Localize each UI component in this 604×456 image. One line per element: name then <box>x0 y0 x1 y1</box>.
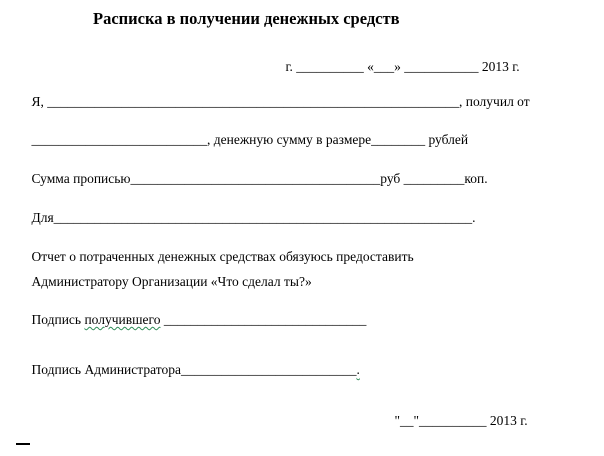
purpose-blank[interactable]: ______________________________________________________________ <box>53 210 473 225</box>
amount-text: , денежную сумму в размере________ рублей <box>207 132 469 147</box>
document-title: Расписка в получении денежных средств <box>93 9 400 28</box>
recipient-suffix: , получил от <box>459 94 530 109</box>
admin-signature-blank[interactable]: __________________________ <box>180 362 357 377</box>
purpose-prefix: Для <box>31 210 54 225</box>
bottom-date-line <box>381 397 528 445</box>
giver-name-blank[interactable]: __________________________ <box>31 132 207 147</box>
report-text-1: Отчет о потраченных денежных средствах обязуюсь предоставить <box>31 249 414 264</box>
report-text-2: Администратору Организации «Что сделал ты?» <box>31 274 312 289</box>
recipient-prefix: Я, <box>31 94 48 109</box>
admin-signature-line <box>18 346 360 394</box>
purpose-suffix: . <box>472 210 476 225</box>
amount-words-prefix: Сумма прописью <box>31 171 131 186</box>
text-cursor-mark <box>16 443 30 445</box>
recipient-signature-line <box>18 296 366 344</box>
amount-words-blank[interactable]: _____________________________________руб _________коп. <box>130 171 488 186</box>
recipient-signature-word: получившего <box>84 312 161 327</box>
admin-signature-suffix: . <box>356 362 360 377</box>
recipient-signature-prefix: Подпись <box>31 312 85 327</box>
recipient-name-blank[interactable]: _____________________________________________________________ <box>47 94 460 109</box>
recipient-signature-blank[interactable]: ______________________________ <box>160 312 367 327</box>
admin-signature-prefix: Подпись Администратора <box>31 362 181 377</box>
date-line-text: г. __________ «___» ___________ 2013 г. <box>285 59 520 74</box>
bottom-date-text: "__"__________ 2013 г. <box>394 413 528 428</box>
